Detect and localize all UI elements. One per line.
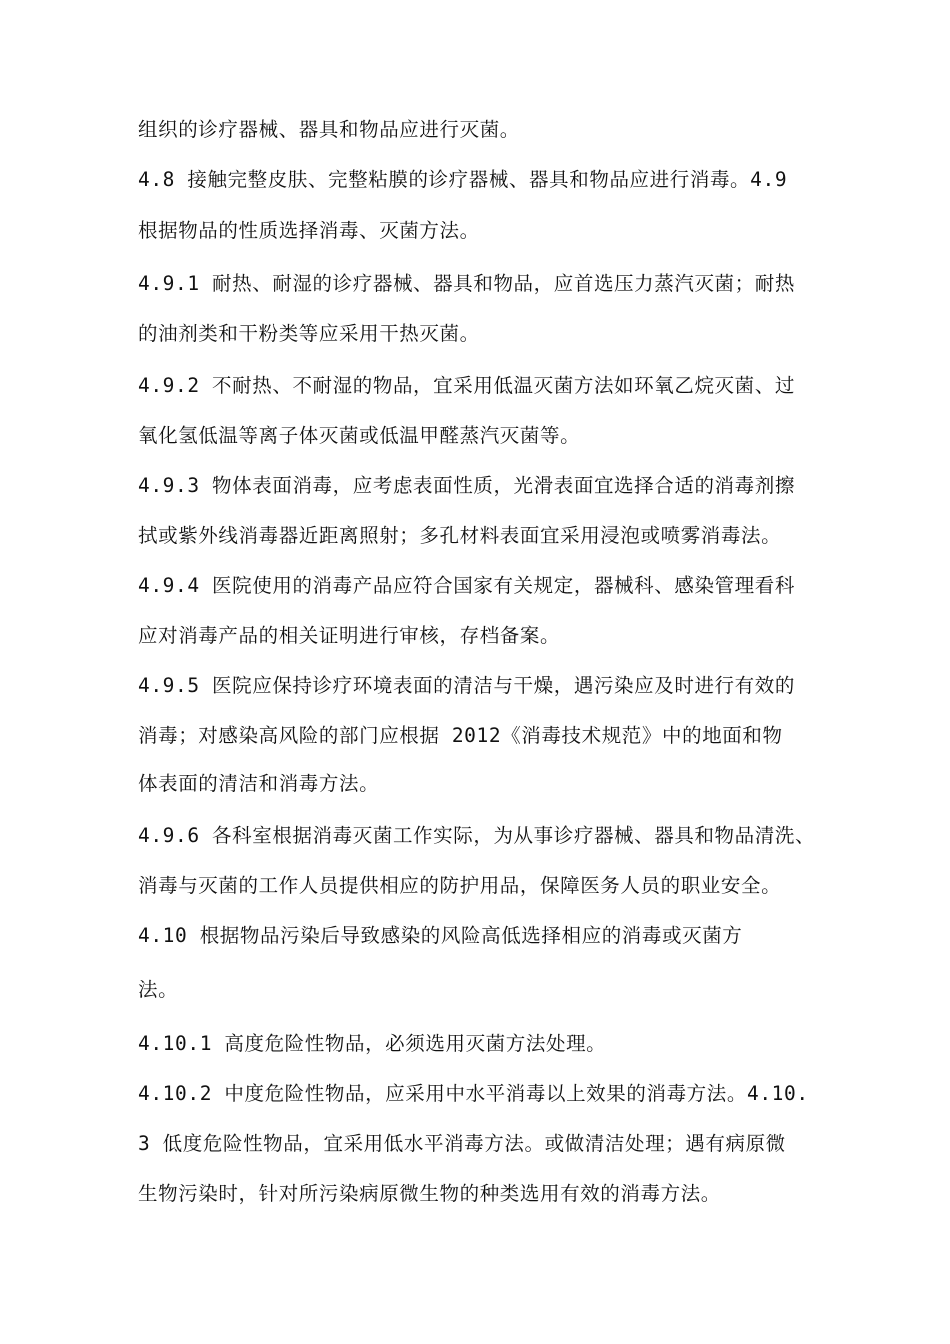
text-line-16: 消毒与灭菌的工作人员提供相应的防护用品，保障医务人员的职业安全。 [138, 874, 782, 897]
text-line-8: 4.9.3 物体表面消毒，应考虑表面性质，光滑表面宜选择合适的消毒剂擦 [138, 474, 795, 497]
text-line-9: 拭或紫外线消毒器近距离照射；多孔材料表面宜采用浸泡或喷雾消毒法。 [138, 524, 782, 547]
text-line-3: 根据物品的性质选择消毒、灭菌方法。 [138, 219, 480, 242]
text-line-6: 4.9.2 不耐热、不耐湿的物品，宜采用低温灭菌方法如环氧乙烷灭菌、过 [138, 374, 795, 397]
text-line-1: 组织的诊疗器械、器具和物品应进行灭菌。 [138, 118, 520, 141]
text-line-12: 4.9.5 医院应保持诊疗环境表面的清洁与干燥，遇污染应及时进行有效的 [138, 674, 795, 697]
text-line-21: 3 低度危险性物品，宜采用低水平消毒方法。或做清洁处理；遇有病原微 [138, 1132, 786, 1155]
text-line-13: 消毒；对感染高风险的部门应根据 2012《消毒技术规范》中的地面和物 [138, 724, 783, 747]
text-line-5: 的油剂类和干粉类等应采用干热灭菌。 [138, 322, 480, 345]
text-line-22: 生物污染时，针对所污染病原微生物的种类选用有效的消毒方法。 [138, 1182, 721, 1205]
text-line-7: 氧化氢低温等离子体灭菌或低温甲醛蒸汽灭菌等。 [138, 424, 581, 447]
text-line-15: 4.9.6 各科室根据消毒灭菌工作实际，为从事诊疗器械、器具和物品清洗、 [138, 824, 816, 847]
text-line-20: 4.10.2 中度危险性物品，应采用中水平消毒以上效果的消毒方法。4.10. [138, 1082, 809, 1105]
text-line-2: 4.8 接触完整皮肤、完整粘膜的诊疗器械、器具和物品应进行消毒。4.9 [138, 168, 788, 191]
text-line-19: 4.10.1 高度危险性物品，必须选用灭菌方法处理。 [138, 1032, 607, 1055]
text-line-4: 4.9.1 耐热、耐湿的诊疗器械、器具和物品，应首选压力蒸汽灭菌；耐热 [138, 272, 795, 295]
text-line-10: 4.9.4 医院使用的消毒产品应符合国家有关规定，器械科、感染管理看科 [138, 574, 795, 597]
text-line-14: 体表面的清洁和消毒方法。 [138, 772, 380, 795]
text-line-11: 应对消毒产品的相关证明进行审核，存档备案。 [138, 624, 561, 647]
text-line-17: 4.10 根据物品污染后导致感染的风险高低选择相应的消毒或灭菌方 [138, 924, 743, 947]
text-line-18: 法。 [138, 978, 179, 1001]
